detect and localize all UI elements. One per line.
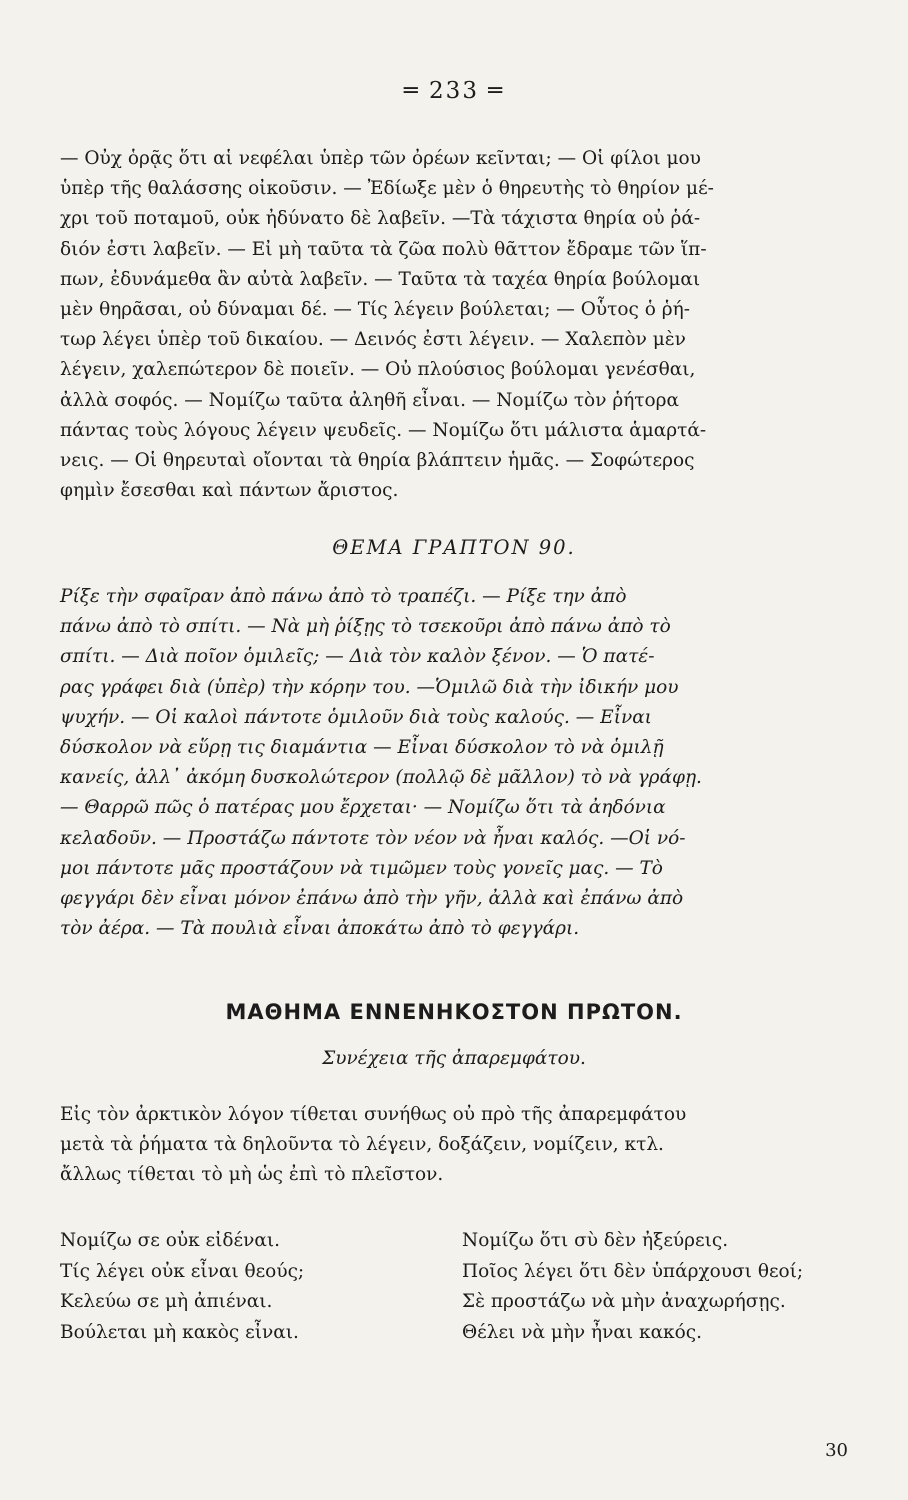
text-line: λέγειν, χαλεπώτερον δὲ ποιεῖν. — Οὐ πλούσιος βούλομαι γενέσθαι, <box>60 359 696 381</box>
text-line: ἄλλως τίθεται τὸ μὴ ὡς ἐπὶ τὸ πλεῖστον. <box>60 1164 444 1186</box>
text-line: — Οὐχ ὁρᾷς ὅτι αἱ νεφέλαι ὑπὲρ τῶν ὀρέων κεῖνται; — Οἱ φίλοι μου <box>60 148 701 169</box>
text-line: ἀλλὰ σοφός. — Νομίζω ταῦτα ἀληθῆ εἶναι. — Νομίζω τὸν ῥήτορα <box>60 389 680 411</box>
text-line: χρι τοῦ ποταμοῦ, οὐκ ἠδύνατο δὲ λαβεῖν. —Τὰ τάχιστα θηρία οὐ ῥά- <box>60 208 701 230</box>
lesson-title: ΜΑΘΗΜΑ ΕΝΝΕΝΗΚΟΣΤΟΝ ΠΡΩΤΟΝ. <box>225 1000 683 1024</box>
example-line: Τίς λέγει οὐκ εἶναι θεούς; <box>60 1260 305 1282</box>
text-line: σπίτι. — Διὰ ποῖον ὁμιλεῖς; — Διὰ τὸν καλὸν ξένον. — Ὁ πατέ- <box>60 646 655 668</box>
lesson-subtitle: Συνέχεια τῆς ἀπαρεμφάτου. <box>322 1048 586 1069</box>
text-line: ρας γράφει διὰ (ὑπὲρ) τὴν κόρην του. —Ὁμιλῶ διὰ τὴν ἰδικήν μου <box>60 676 679 698</box>
example-line: Θέλει νὰ μὴν ἦναι κακός. <box>462 1321 703 1343</box>
text-line: — Θαρρῶ πῶς ὁ πατέρας μου ἔρχεται· — Νομίζω ὅτι τὰ ἀηδόνια <box>60 797 666 819</box>
text-line: τὸν ἀέρα. — Τὰ πουλιὰ εἶναι ἀποκάτω ἀπὸ τὸ φεγγάρι. <box>60 918 580 940</box>
text-line: Εἰς τὸν ἀρκτικὸν λόγον τίθεται συνήθως οὐ πρὸ τῆς ἀπαρεμφάτου <box>60 1104 687 1125</box>
page-header: ═ 233 ═ <box>403 78 505 104</box>
text-line: πάνω ἀπὸ τὸ σπίτι. — Νὰ μὴ ῥίξῃς τὸ τσεκοῦρι ἀπὸ πάνω ἀπὸ τὸ <box>60 616 671 638</box>
page-signature: 30 <box>825 1440 848 1461</box>
text-line: κανείς, ἀλλ᾽ ἀκόμη δυσκολώτερον (πολλῷ δὲ μᾶλλον) τὸ νὰ γράφῃ. <box>60 767 702 789</box>
theme-title: ΘΕΜΑ ΓΡΑΠΤΟΝ 90. <box>332 536 576 559</box>
text-line: πων, ἐδυνάμεθα ἂν αὐτὰ λαβεῖν. — Ταῦτα τὰ ταχέα θηρία βούλομαι <box>60 268 701 290</box>
text-line: μοι πάντοτε μᾶς προστάζουν νὰ τιμῶμεν τοὺς γονεῖς μας. — Τὸ <box>60 857 663 879</box>
text-line: πάντας τοὺς λόγους λέγειν ψευδεῖς. — Νομίζω ὅτι μάλιστα ἁμαρτά- <box>60 419 707 441</box>
example-line: Νομίζω ὅτι σὺ δὲν ἠξεύρεις. <box>462 1230 729 1251</box>
ancient-greek-examples <box>60 1226 438 1348</box>
text-line: ψυχήν. — Οἱ καλοὶ πάντοτε ὁμιλοῦν διὰ τοὺς καλούς. — Εἶναι <box>60 706 652 728</box>
text-line: μὲν θηρᾶσαι, οὐ δύναμαι δέ. — Τίς λέγειν βούλεται; — Οὗτος ὁ ῥή- <box>60 299 690 321</box>
text-line: ὑπὲρ τῆς θαλάσσης οἰκοῦσιν. — Ἐδίωξε μὲν ὁ θηρευτὴς τὸ θηρίον μέ- <box>60 178 714 200</box>
lesson-intro <box>60 1100 852 1191</box>
example-line: Ποῖος λέγει ὅτι δὲν ὑπάρχουσι θεοί; <box>462 1260 804 1282</box>
text-line: νεις. — Οἱ θηρευταὶ οἴονται τὰ θηρία βλάπτειν ἡμᾶς. — Σοφώτερος <box>60 450 695 472</box>
text-line: τωρ λέγει ὑπὲρ τοῦ δικαίου. — Δεινός ἐστι λέγειν. — Χαλεπὸν μὲν <box>60 329 686 351</box>
example-columns <box>60 1226 860 1348</box>
text-line: φεγγάρι δὲν εἶναι μόνον ἐπάνω ἀπὸ τὴν γῆν, ἀλλὰ καὶ ἐπάνω ἀπὸ <box>60 888 684 910</box>
text-line: Ρίξε τὴν σφαῖραν ἀπὸ πάνω ἀπὸ τὸ τραπέζι. — Ρίξε την ἀπὸ <box>60 586 627 607</box>
theme-text <box>60 582 852 944</box>
example-line: Νομίζω σε οὐκ εἰδέναι. <box>60 1230 280 1251</box>
text-line: μετὰ τὰ ῥήματα τὰ δηλοῦντα τὸ λέγειν, δοξάζειν, νομίζειν, κτλ. <box>60 1134 664 1156</box>
text-line: δύσκολον νὰ εὕρῃ τις διαμάντια — Εἶναι δύσκολον τὸ νὰ ὁμιλῇ <box>60 737 664 759</box>
text-line: κελαδοῦν. — Προστάζω πάντοτε τὸν νέον νὰ ἦναι καλός. —Οἱ νό- <box>60 827 686 849</box>
example-line: Σὲ προστάζω νὰ μὴν ἀναχωρήσῃς. <box>462 1291 786 1312</box>
example-line: Βούλεται μὴ κακὸς εἶναι. <box>60 1321 299 1343</box>
greek-exercise <box>60 144 852 506</box>
text-line: φημὶν ἔσεσθαι καὶ πάντων ἄριστος. <box>60 480 399 502</box>
text-line: διόν ἐστι λαβεῖν. — Εἰ μὴ ταῦτα τὰ ζῶα πολὺ θᾶττον ἔδραμε τῶν ἵπ- <box>60 238 707 260</box>
example-line: Κελεύω σε μὴ ἀπιέναι. <box>60 1291 273 1312</box>
modern-greek-examples <box>462 1226 840 1348</box>
